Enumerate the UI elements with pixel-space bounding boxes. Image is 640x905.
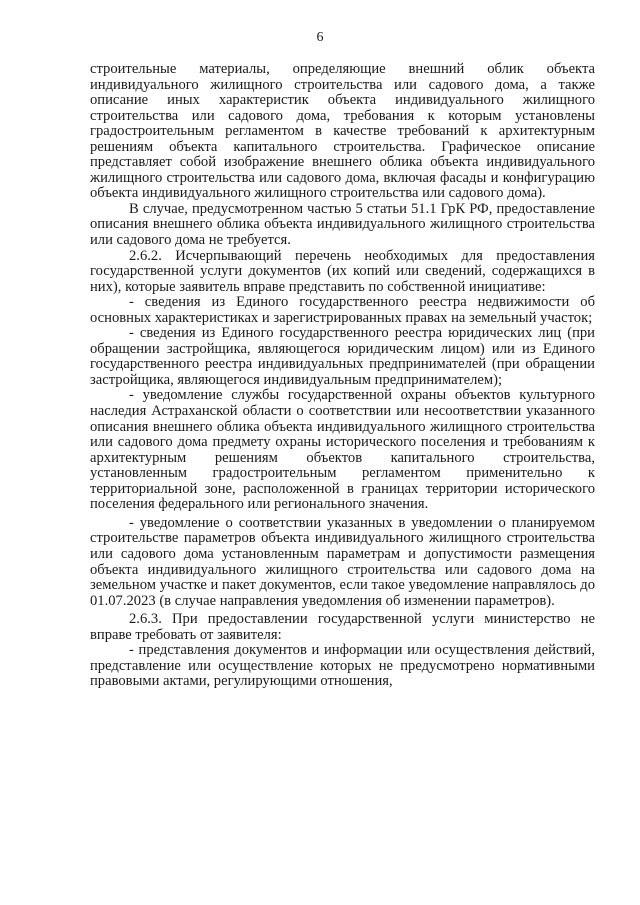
list-item-egrn: - сведения из Единого государственного реестра недвижимости об основных характеристиках и зарегистрированных правах на земельный участок; [90, 294, 595, 326]
paragraph-2-6-2: 2.6.2. Исчерпывающий перечень необходимых для предоставления государственной услуги документов (их копий или сведений, содержащихся в них), которые заявитель вправе представить по собственной инициативе: [90, 247, 595, 295]
list-item-documents: - представления документов и информации или осуществления действий, представление или осуществление которых не предусмотрено нормативными правовыми актами, регулирующими отношения, [90, 642, 595, 690]
list-item-heritage-notice: - уведомление службы государственной охраны объектов культурного наследия Астраханской области о соответствии или несоответствии указанного описания внешнего облика объекта индивидуального жилищного строительства или садового дома предмету охраны исторического поселения и требованиям к архитектурным решениям объектов капитального строительства, установленным градостроительным регламентом применительно к территориальной зоне, расположенной в границах территории исторического поселения федерального или регионального значения. [90, 387, 595, 513]
paragraph-exception-case: В случае, предусмотренном частью 5 статьи 51.1 ГрК РФ, предоставление описания внешнего облика объекта индивидуального жилищного строительства или садового дома не требуется. [90, 200, 595, 249]
list-item-compliance-notice: - уведомление о соответствии указанных в уведомлении о планируемом строительстве параметров объекта индивидуального жилищного строительства или садового дома установленным параметрам и допустимости размещения объекта индивидуального жилищного строительства или садового дома на земельном участке и пакет документов, если такое уведомление направлялось до 01.07.2023 (в случае направления уведомления об изменении параметров). [90, 514, 595, 609]
page-number: 6 [316, 30, 324, 45]
document-body [90, 62, 595, 690]
paragraph-description-continuation: строительные материалы, определяющие внешний облик объекта индивидуального жилищного строительства или садового дома, а также описание иных характеристик объекта индивидуального жилищного строительства или садового дома, требования к которым установлены градостроительным регламентом в качестве требований к архитектурным решениям объекта капитального строительства. Графическое описание представляет собой изображение внешнего облика объекта индивидуального жилищного строительства или садового дома, включая фасады и конфигурацию объекта индивидуального жилищного строительства или садового дома). [90, 61, 595, 202]
paragraph-2-6-3: 2.6.3. При предоставлении государственной услуги министерство не вправе требовать от заявителя: [90, 611, 595, 643]
list-item-egrul-egrip: - сведения из Единого государственного реестра юридических лиц (при обращении застройщика, являющегося юридическим лицом) или из Единого государственного реестра индивидуальных предпринимателей (при обращении застройщика, являющегося индивидуальным предпринимателем); [90, 325, 595, 388]
